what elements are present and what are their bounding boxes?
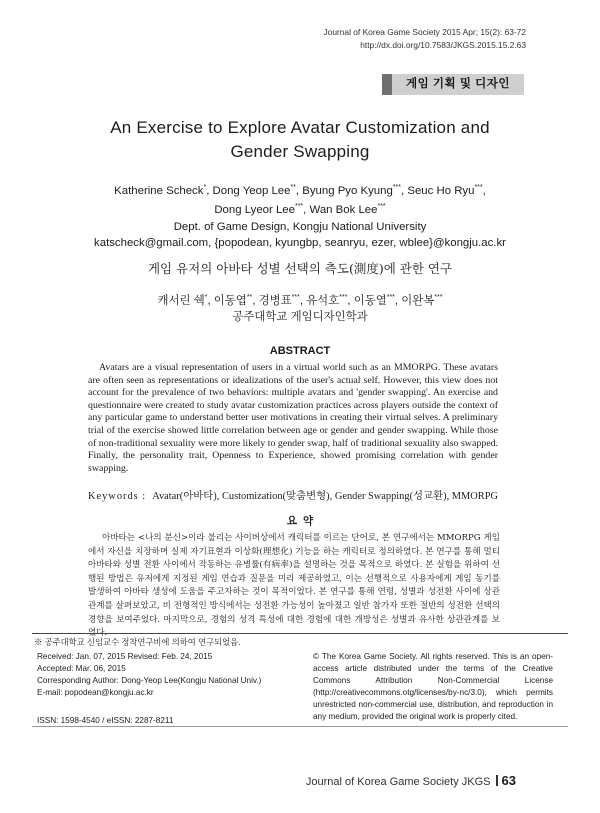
author-mark: *** [291,294,300,301]
korean-abstract-body [88,532,500,641]
authors-korean [0,290,600,325]
journal-citation: Journal of Korea Game Society 2015 Apr; 15(2): 63-72 [323,27,526,37]
footer-separator [496,775,498,786]
author-name: Dong Lyeor Lee [214,204,295,217]
author-emails: katscheck@gmail.com, {popodean, kyungbp, seanryu, ezer, wblee}@kongju.ac.kr [94,237,506,250]
paper-title [0,116,600,164]
authors-english [0,180,600,252]
author-mark: *** [377,203,386,211]
author-name-ko: 캐서린 쉑 [157,294,205,307]
korean-abstract-text: 아바타는 <나의 분신>이라 불리는 사이버상에서 캐릭터를 이르는 단어로, 본 연구에서는 MMORPG 게임에서 자신을 치장하며 실제 자기표현과 이상화(理想化) 기능을 하는 캐릭터로 정의하였다. 본 연구를 통해 멀티 아바타와 성별 전환 사이에서 작동하는 유병률(有病率)을 설명하는 것을 목적으로 하였다. 본 실험을 위하여 선행된 방법은 유저에게 지정된 게임 연습과 질문을 미리 제공하였고, 이는 선행적으로 사용자에게 게임 동기를 발생하여 아바타 생성에 도움을 주고자하는 것이 목적이었다. 본 연구를 통해 연령, 성별과 성전환 사이에 상관관계를 살펴보았고, 비 전형적인 방식에서는 성전환 가능성이 높아졌고 일반 참가자 또한 절반의 성전환 선택의 경향을 보여주었다. 마지막으로, 경험의 성격 특성에 대한 경험에 대한 개방성은 성별과 유사한 상관관계를 보였다. [88,533,500,639]
paper-title-line2: Gender Swapping [230,142,370,161]
doi-link[interactable]: http://dx.doi.org/10.7583/JKGS.2015.15.2.63 [360,40,526,50]
corresponding-author: Corresponding Author: Dong-Yeop Lee(Kongju National Univ.) [37,676,262,686]
funding-note: ※ 공주대학교 신임교수 정착연구비에 의하여 연구되었음. [34,637,241,647]
author-mark: *** [294,203,304,211]
article-meta [37,651,287,727]
author-name-ko: 이동열 [353,294,387,307]
author-mark: *** [392,184,401,191]
korean-author-line: 캐서린 쉑*, 이동엽**, 경병표***, 유석호***, 이동열***, 이완복*** [157,294,443,307]
author-mark: *** [339,294,348,301]
korean-affiliation: 공주대학교 게임디자인학과 [232,310,368,323]
footer-journal-name: Journal of Korea Game Society JKGS [305,776,491,788]
author-name-ko: 유석호 [306,294,340,307]
author-mark: *** [386,294,395,301]
issn: ISSN: 1598-4540 / eISSN: 2287-8211 [37,716,174,726]
author-mark: ** [290,184,296,191]
keywords-label: Keywords : [88,491,147,502]
author-mark: *** [434,294,443,301]
author-mark: *** [474,184,483,191]
abstract-heading: ABSTRACT [269,345,331,357]
footer-divider [32,726,568,727]
author-mark: * [203,184,207,191]
author-mark: * [204,294,208,301]
journal-header [323,26,526,52]
footnote-divider [32,633,568,634]
corresponding-email[interactable]: E-mail: popodean@kongju.ac.kr [37,688,154,698]
author-name-ko: 이동엽 [213,294,247,307]
keywords-text: Avatar(아바타), Customization(맞춤변형), Gender Swapping(성교환), MMORPG [152,491,498,502]
abstract-body [88,362,498,475]
author-mark: ** [246,294,253,301]
section-tag-label: 게임 기획 및 디자인 [406,78,510,90]
abstract-text: Avatars are a visual representation of users in a virtual world such as an MMORPG. These avatars are often seen as representations or idealizations of the user's actual self. However, this view does not account for the prevalence of two behaviors: multiple avatars and 'gender swapping'. An exercise and questionnaire were created to study avatar customization practices across players outside the context of any particular game to understand better user motivations in creating their virtual selves. A preliminary trial of the exercise showed little correlation between age or gender and gender swapping. While those of non-traditional sexuality were more likely to gender swap, half of traditional sexuality also swapped. Finally, the personality trait, Openness to Experience, showed promising correlation with gender swapping. [88,362,498,474]
paper-title-line1: An Exercise to Explore Avatar Customization and [110,118,490,137]
accepted-date: Accepted: Mar. 06, 2015 [37,664,126,674]
license-notice: © The Korea Game Society. All rights reserved. This is an open-access article distributed under the terms of the Creative Commons Attribution Non-Commercial License (http://creativecommons.otg/licenses/by-nc/3.0), which permits unrestricted non-commercial use, distribution, and reproduction in any medium, provided the original work is properly cited. [313,652,553,722]
page-footer [306,773,516,788]
section-tag [382,74,524,95]
author-name: Byung Pyo Kyung [302,184,393,197]
author-name-ko: 경병표 [258,294,292,307]
korean-abstract-heading: 요약 [286,515,320,527]
spacer [37,699,287,715]
author-line-2: Dong Lyeor Lee***, Wan Bok Lee*** [214,203,386,217]
author-name-ko: 이완복 [401,294,435,307]
author-name: Seuc Ho Ryu [407,184,475,197]
author-name: Wan Bok Lee [309,204,378,217]
department: Dept. of Game Design, Kongju National University [173,220,427,233]
author-name: Dong Yeop Lee [212,184,291,197]
keywords [88,487,518,502]
author-name: Katherine Scheck [114,184,204,197]
author-line-1: Katherine Scheck*, Dong Yeop Lee**, Byung Pyo Kyung***, Seuc Ho Ryu***, [114,184,486,197]
page-number: 63 [501,773,516,788]
korean-title: 게임 유저의 아바타 성별 선택의 측도(測度)에 관한 연구 [147,261,453,276]
received-dates: Received: Jan. 07, 2015 Revised: Feb. 24, 2015 [37,652,213,661]
